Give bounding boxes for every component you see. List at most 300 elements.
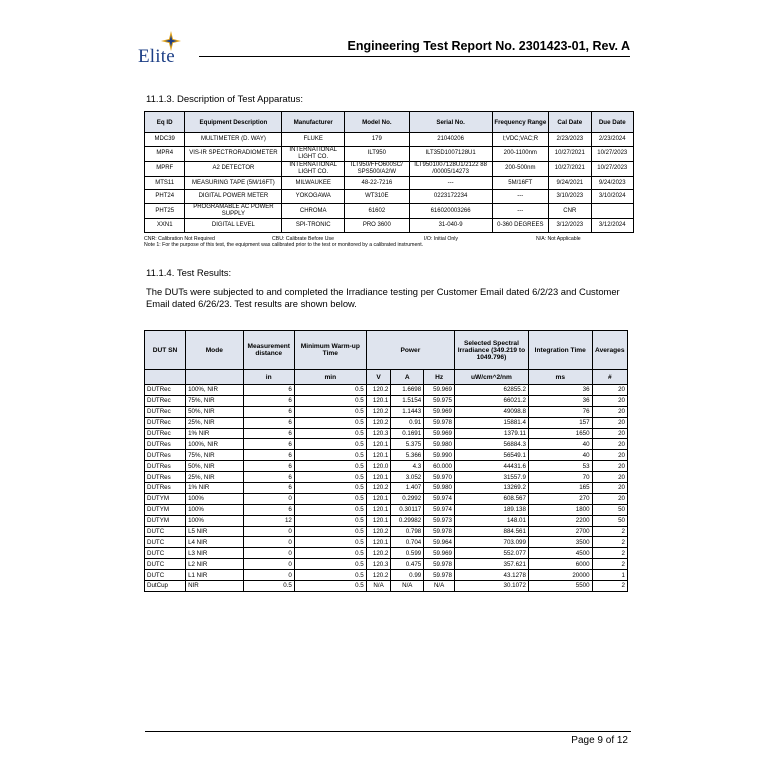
results-cell: 43.1278	[455, 570, 529, 581]
results-cell: 20000	[528, 570, 592, 581]
results-cell: 31557.9	[455, 472, 529, 483]
results-cell: DUTRes	[145, 439, 186, 450]
results-cell: 0.5	[294, 493, 366, 504]
results-cell: DUTYM	[145, 493, 186, 504]
results-cell: 59.990	[424, 450, 455, 461]
report-title: Engineering Test Report No. 2301423-01, Rev. A	[347, 39, 630, 53]
results-cell: 66021.2	[455, 395, 529, 406]
results-cell: 6	[243, 417, 294, 428]
results-cell: 20	[592, 428, 627, 439]
results-cell: DUTRec	[145, 385, 186, 396]
results-cell: 357.621	[455, 559, 529, 570]
results-cell: 75%, NIR	[186, 395, 243, 406]
results-cell: L1 NIR	[186, 570, 243, 581]
results-cell: L5 NIR	[186, 526, 243, 537]
results-cell: DUTRec	[145, 395, 186, 406]
results-cell: 0.5	[294, 461, 366, 472]
apparatus-cell: DIGITAL LEVEL	[185, 219, 282, 233]
results-cell: 0.1691	[391, 428, 424, 439]
results-cell: 59.978	[424, 526, 455, 537]
results-cell: 1379.11	[455, 428, 529, 439]
results-cell: DUTRec	[145, 406, 186, 417]
apparatus-col-header: Cal Date	[549, 112, 591, 133]
apparatus-col-header: Manufacturer	[282, 112, 345, 133]
apparatus-cell: ---	[492, 204, 549, 219]
results-cell: L3 NIR	[186, 548, 243, 559]
results-cell: 59.978	[424, 417, 455, 428]
col-averages: Averages	[592, 331, 627, 370]
results-cell: 4500	[528, 548, 592, 559]
results-row	[145, 395, 628, 406]
unit-cell: Hz	[424, 370, 455, 385]
apparatus-cell: 2/23/2023	[549, 133, 591, 147]
results-cell: 53	[528, 461, 592, 472]
results-cell: NIR	[186, 581, 243, 592]
unit-cell: V	[366, 370, 391, 385]
results-cell: 59.969	[424, 385, 455, 396]
results-cell: 1800	[528, 504, 592, 515]
results-cell: 20	[592, 493, 627, 504]
results-cell: 56549.1	[455, 450, 529, 461]
results-cell: 0.5	[294, 526, 366, 537]
apparatus-cell: ILT9501007128U1/2122 88 /00005/14273	[409, 161, 492, 176]
apparatus-col-header: Model No.	[345, 112, 410, 133]
results-cell: 1% NIR	[186, 483, 243, 494]
apparatus-cell: 3/10/2023	[549, 190, 591, 204]
apparatus-cell: ILT950	[345, 146, 410, 161]
results-cell: 120.2	[366, 385, 391, 396]
results-row	[145, 504, 628, 515]
results-cell: 0.5	[294, 581, 366, 592]
results-cell: 6	[243, 385, 294, 396]
unit-cell: #	[592, 370, 627, 385]
apparatus-cell: 10/27/2023	[591, 161, 633, 176]
apparatus-cell: 3/12/2023	[549, 219, 591, 233]
results-cell: 12	[243, 515, 294, 526]
results-cell: 6	[243, 483, 294, 494]
apparatus-cell: ---	[409, 176, 492, 190]
apparatus-cell: 10/27/2021	[549, 146, 591, 161]
results-cell: 0	[243, 548, 294, 559]
footer-divider	[145, 731, 631, 732]
results-cell: 15881.4	[455, 417, 529, 428]
page-number: Page 9 of 12	[571, 735, 628, 746]
results-heading: 11.1.4. Test Results:	[146, 268, 232, 279]
results-cell: 50	[592, 515, 627, 526]
results-cell: 120.2	[366, 483, 391, 494]
results-cell: 120.2	[366, 417, 391, 428]
apparatus-cell: PHT25	[145, 204, 185, 219]
results-cell: 20	[592, 483, 627, 494]
results-row	[145, 417, 628, 428]
results-cell: 0.5	[294, 483, 366, 494]
apparatus-cell: 0-360 DEGREES	[492, 219, 549, 233]
results-cell: 5.375	[391, 439, 424, 450]
results-cell: 0.5	[294, 439, 366, 450]
results-cell: 56884.3	[455, 439, 529, 450]
results-cell: 120.1	[366, 493, 391, 504]
results-cell: DutCup	[145, 581, 186, 592]
apparatus-cell: INTERNATIONAL LIGHT CO.	[282, 146, 345, 161]
unit-cell: ms	[528, 370, 592, 385]
apparatus-col-header: Due Date	[591, 112, 633, 133]
col-integration: Integration Time	[528, 331, 592, 370]
apparatus-cell: 9/24/2023	[591, 176, 633, 190]
results-cell: 2700	[528, 526, 592, 537]
results-cell: 20	[592, 450, 627, 461]
apparatus-cell: MDC39	[145, 133, 185, 147]
results-cell: 148.01	[455, 515, 529, 526]
results-cell: 100%	[186, 504, 243, 515]
apparatus-cell: 9/24/2021	[549, 176, 591, 190]
results-cell: 59.980	[424, 483, 455, 494]
results-cell: 703.099	[455, 537, 529, 548]
results-cell: 50%, NIR	[186, 406, 243, 417]
results-cell: DUTC	[145, 570, 186, 581]
results-cell: 1650	[528, 428, 592, 439]
results-cell: L2 NIR	[186, 559, 243, 570]
test-apparatus-table	[144, 111, 634, 233]
results-cell: 2	[592, 548, 627, 559]
apparatus-row	[145, 219, 634, 233]
results-cell: 100%	[186, 515, 243, 526]
results-row	[145, 385, 628, 396]
col-distance: Measurement distance	[243, 331, 294, 370]
col-irradiance: Selected Spectral Irradiance (349.219 to 1049.796)	[455, 331, 529, 370]
apparatus-cell: PHT24	[145, 190, 185, 204]
results-cell: 0.704	[391, 537, 424, 548]
results-cell: 44431.6	[455, 461, 529, 472]
apparatus-cell: 48-22-7216	[345, 176, 410, 190]
unit-cell: min	[294, 370, 366, 385]
apparatus-cell: CHROMA	[282, 204, 345, 219]
results-cell: DUTC	[145, 526, 186, 537]
col-mode: Mode	[186, 331, 243, 370]
results-cell: 50	[592, 504, 627, 515]
apparatus-row	[145, 146, 634, 161]
results-cell: 2200	[528, 515, 592, 526]
results-cell: 49098.8	[455, 406, 529, 417]
results-cell: 59.980	[424, 439, 455, 450]
results-cell: 6	[243, 504, 294, 515]
units-blank	[145, 370, 186, 385]
results-cell: 157	[528, 417, 592, 428]
results-cell: 59.964	[424, 537, 455, 548]
apparatus-cell: 3/12/2024	[591, 219, 633, 233]
results-cell: DUTRes	[145, 472, 186, 483]
apparatus-cell: 21040206	[409, 133, 492, 147]
results-cell: DUTRec	[145, 428, 186, 439]
results-cell: 40	[528, 450, 592, 461]
results-cell: DUTRes	[145, 450, 186, 461]
note-1: Note 1: For the purpose of this test, the equipment was calibrated prior to the test or monitored by a calibrated instrument.	[144, 242, 424, 248]
results-cell: 120.1	[366, 439, 391, 450]
results-cell: 50%, NIR	[186, 461, 243, 472]
results-cell: N/A	[424, 581, 455, 592]
results-row	[145, 537, 628, 548]
results-cell: 0.30117	[391, 504, 424, 515]
units-blank	[186, 370, 243, 385]
results-cell: 0.798	[391, 526, 424, 537]
col-warmup: Minimum Warm-up Time	[294, 331, 366, 370]
apparatus-cell: PRO 3600	[345, 219, 410, 233]
results-cell: 6	[243, 439, 294, 450]
apparatus-cell: 0223172234	[409, 190, 492, 204]
apparatus-cell: PROGRAMABLE AC POWER SUPPLY	[185, 204, 282, 219]
note-na: N/A: Not Applicable	[536, 236, 581, 242]
results-cell: DUTC	[145, 537, 186, 548]
results-cell: 59.978	[424, 559, 455, 570]
results-cell: 0	[243, 493, 294, 504]
results-cell: 1.6698	[391, 385, 424, 396]
apparatus-cell: 31-040-9	[409, 219, 492, 233]
apparatus-cell: MTS11	[145, 176, 185, 190]
apparatus-col-header: Serial No.	[409, 112, 492, 133]
results-cell: 120.1	[366, 450, 391, 461]
apparatus-row	[145, 190, 634, 204]
results-cell: 1.1443	[391, 406, 424, 417]
results-row	[145, 526, 628, 537]
results-cell: 60.000	[424, 461, 455, 472]
results-cell: 120.2	[366, 570, 391, 581]
results-cell: 1% NIR	[186, 428, 243, 439]
apparatus-header-row	[145, 112, 634, 133]
col-power: Power	[366, 331, 454, 370]
results-cell: 59.978	[424, 570, 455, 581]
results-row	[145, 483, 628, 494]
results-cell: 59.969	[424, 548, 455, 559]
results-cell: 608.567	[455, 493, 529, 504]
results-cell: 0.5	[294, 417, 366, 428]
results-cell: 6	[243, 461, 294, 472]
results-cell: 20	[592, 406, 627, 417]
results-cell: DUTRec	[145, 417, 186, 428]
results-cell: 4.3	[391, 461, 424, 472]
results-cell: 5.366	[391, 450, 424, 461]
apparatus-cell: 179	[345, 133, 410, 147]
apparatus-col-header: Eq ID	[145, 112, 185, 133]
results-cell: 0.5	[294, 548, 366, 559]
results-row	[145, 570, 628, 581]
apparatus-cell: VIS-IR SPECTRORADIOMETER	[185, 146, 282, 161]
results-cell: 120.1	[366, 504, 391, 515]
apparatus-cell: XXN1	[145, 219, 185, 233]
results-cell: 59.969	[424, 428, 455, 439]
results-cell: DUTRes	[145, 483, 186, 494]
apparatus-cell: CNR	[549, 204, 591, 219]
results-cell: 0.99	[391, 570, 424, 581]
results-cell: 20	[592, 385, 627, 396]
results-row	[145, 406, 628, 417]
unit-cell: in	[243, 370, 294, 385]
results-cell: 100%, NIR	[186, 385, 243, 396]
results-cell: 552.077	[455, 548, 529, 559]
results-cell: 120.1	[366, 472, 391, 483]
results-cell: 0	[243, 559, 294, 570]
results-cell: L4 NIR	[186, 537, 243, 548]
results-cell: 2	[592, 559, 627, 570]
results-cell: 36	[528, 395, 592, 406]
results-cell: 1.407	[391, 483, 424, 494]
elite-logo	[138, 30, 188, 72]
results-cell: 59.969	[424, 406, 455, 417]
note-cbu: CBU: Calibrate Before Use	[272, 236, 334, 242]
results-cell: 25%, NIR	[186, 472, 243, 483]
results-row	[145, 515, 628, 526]
results-row	[145, 439, 628, 450]
results-cell: 270	[528, 493, 592, 504]
results-cell: 0.91	[391, 417, 424, 428]
apparatus-heading: 11.1.3. Description of Test Apparatus:	[146, 94, 304, 105]
results-cell: 62855.2	[455, 385, 529, 396]
results-row	[145, 461, 628, 472]
results-cell: 6	[243, 472, 294, 483]
results-cell: 0.29982	[391, 515, 424, 526]
results-cell: 0	[243, 526, 294, 537]
results-cell: 100%	[186, 493, 243, 504]
note-io: I/O: Initial Only	[424, 236, 459, 242]
apparatus-cell: 5M/16FT	[492, 176, 549, 190]
results-cell: 0.5	[294, 406, 366, 417]
results-cell: 0.5	[294, 395, 366, 406]
results-cell: 13269.2	[455, 483, 529, 494]
results-cell: 120.0	[366, 461, 391, 472]
results-intro: The DUTs were subjected to and completed the Irradiance testing per Customer Email dated 6/2/23 and Customer Email dated 6/26/23. Test results are shown below.	[146, 286, 620, 309]
results-cell: DUTYM	[145, 504, 186, 515]
results-cell: 0.5	[294, 570, 366, 581]
results-row	[145, 450, 628, 461]
apparatus-cell: 3/10/2024	[591, 190, 633, 204]
results-cell: 120.2	[366, 548, 391, 559]
results-cell: 0.5	[294, 537, 366, 548]
results-row	[145, 559, 628, 570]
results-cell: 0	[243, 537, 294, 548]
results-cell: 70	[528, 472, 592, 483]
results-cell: 59.970	[424, 472, 455, 483]
results-cell: 6	[243, 395, 294, 406]
apparatus-cell	[591, 204, 633, 219]
results-cell: 59.975	[424, 395, 455, 406]
results-cell: 6000	[528, 559, 592, 570]
apparatus-row	[145, 176, 634, 190]
apparatus-cell: ILT950/FFO600SC/ SPS500/A2/W	[345, 161, 410, 176]
results-cell: 59.974	[424, 493, 455, 504]
results-cell: 120.2	[366, 526, 391, 537]
results-cell: 120.2	[366, 406, 391, 417]
results-cell: 0.5	[294, 515, 366, 526]
apparatus-notes	[144, 236, 636, 248]
unit-cell: uW/cm^2/nm	[455, 370, 529, 385]
results-cell: 100%, NIR	[186, 439, 243, 450]
apparatus-cell: MPR4	[145, 146, 185, 161]
apparatus-cell: MILWAUKEE	[282, 176, 345, 190]
apparatus-cell: 61602	[345, 204, 410, 219]
apparatus-cell: 200-1100nm	[492, 146, 549, 161]
results-cell: 0.5	[294, 450, 366, 461]
results-cell: DUTC	[145, 548, 186, 559]
results-cell: 0.2992	[391, 493, 424, 504]
results-cell: 40	[528, 439, 592, 450]
apparatus-cell: MEASURING TAPE (5M/16FT)	[185, 176, 282, 190]
results-cell: 120.3	[366, 428, 391, 439]
apparatus-cell: 200-500nm	[492, 161, 549, 176]
apparatus-cell: 10/27/2021	[549, 161, 591, 176]
results-cell: 3500	[528, 537, 592, 548]
apparatus-cell: I;VDC;VAC;R	[492, 133, 549, 147]
results-cell: N/A	[366, 581, 391, 592]
results-cell: 36	[528, 385, 592, 396]
apparatus-cell: 616020003266	[409, 204, 492, 219]
apparatus-cell: DIGITAL POWER METER	[185, 190, 282, 204]
results-cell: 189.138	[455, 504, 529, 515]
results-cell: 1	[592, 570, 627, 581]
results-cell: 2	[592, 537, 627, 548]
results-cell: 6	[243, 428, 294, 439]
apparatus-cell: INTERNATIONAL LIGHT CO.	[282, 161, 345, 176]
results-row	[145, 428, 628, 439]
results-cell: 20	[592, 417, 627, 428]
results-cell: 25%, NIR	[186, 417, 243, 428]
results-cell: DUTC	[145, 559, 186, 570]
apparatus-row	[145, 204, 634, 219]
apparatus-cell: A2 DETECTOR	[185, 161, 282, 176]
results-cell: 2	[592, 526, 627, 537]
results-cell: 20	[592, 439, 627, 450]
apparatus-row	[145, 161, 634, 176]
apparatus-cell: WT310E	[345, 190, 410, 204]
results-cell: 0.5	[294, 504, 366, 515]
results-cell: 75%, NIR	[186, 450, 243, 461]
results-cell: N/A	[391, 581, 424, 592]
results-cell: DUTRes	[145, 461, 186, 472]
results-cell: DUTYM	[145, 515, 186, 526]
apparatus-col-header: Equipment Description	[185, 112, 282, 133]
apparatus-cell: ---	[492, 190, 549, 204]
apparatus-cell: MULTIMETER (D. WAY)	[185, 133, 282, 147]
results-cell: 3.052	[391, 472, 424, 483]
results-cell: 0.599	[391, 548, 424, 559]
results-cell: 6	[243, 406, 294, 417]
results-cell: 165	[528, 483, 592, 494]
apparatus-cell: MPRF	[145, 161, 185, 176]
results-cell: 20	[592, 395, 627, 406]
results-cell: 20	[592, 461, 627, 472]
results-cell: 120.1	[366, 515, 391, 526]
results-cell: 0.475	[391, 559, 424, 570]
results-cell: 76	[528, 406, 592, 417]
results-cell: 0	[243, 570, 294, 581]
results-cell: 0.5	[294, 385, 366, 396]
apparatus-row	[145, 133, 634, 147]
results-cell: 120.3	[366, 559, 391, 570]
unit-cell: A	[391, 370, 424, 385]
results-cell: 0.5	[294, 472, 366, 483]
results-cell: 6	[243, 450, 294, 461]
results-cell: 1.5154	[391, 395, 424, 406]
results-row	[145, 548, 628, 559]
apparatus-cell: SPI-TRONIC	[282, 219, 345, 233]
results-cell: 120.1	[366, 537, 391, 548]
results-cell: 120.1	[366, 395, 391, 406]
header-divider	[199, 56, 630, 57]
results-cell: 59.974	[424, 504, 455, 515]
results-cell: 884.561	[455, 526, 529, 537]
results-row	[145, 472, 628, 483]
apparatus-cell: FLUKE	[282, 133, 345, 147]
note-cnr: CNR: Calibration Not Required	[144, 236, 215, 242]
results-header-row	[145, 331, 628, 370]
apparatus-col-header: Frequency Range	[492, 112, 549, 133]
